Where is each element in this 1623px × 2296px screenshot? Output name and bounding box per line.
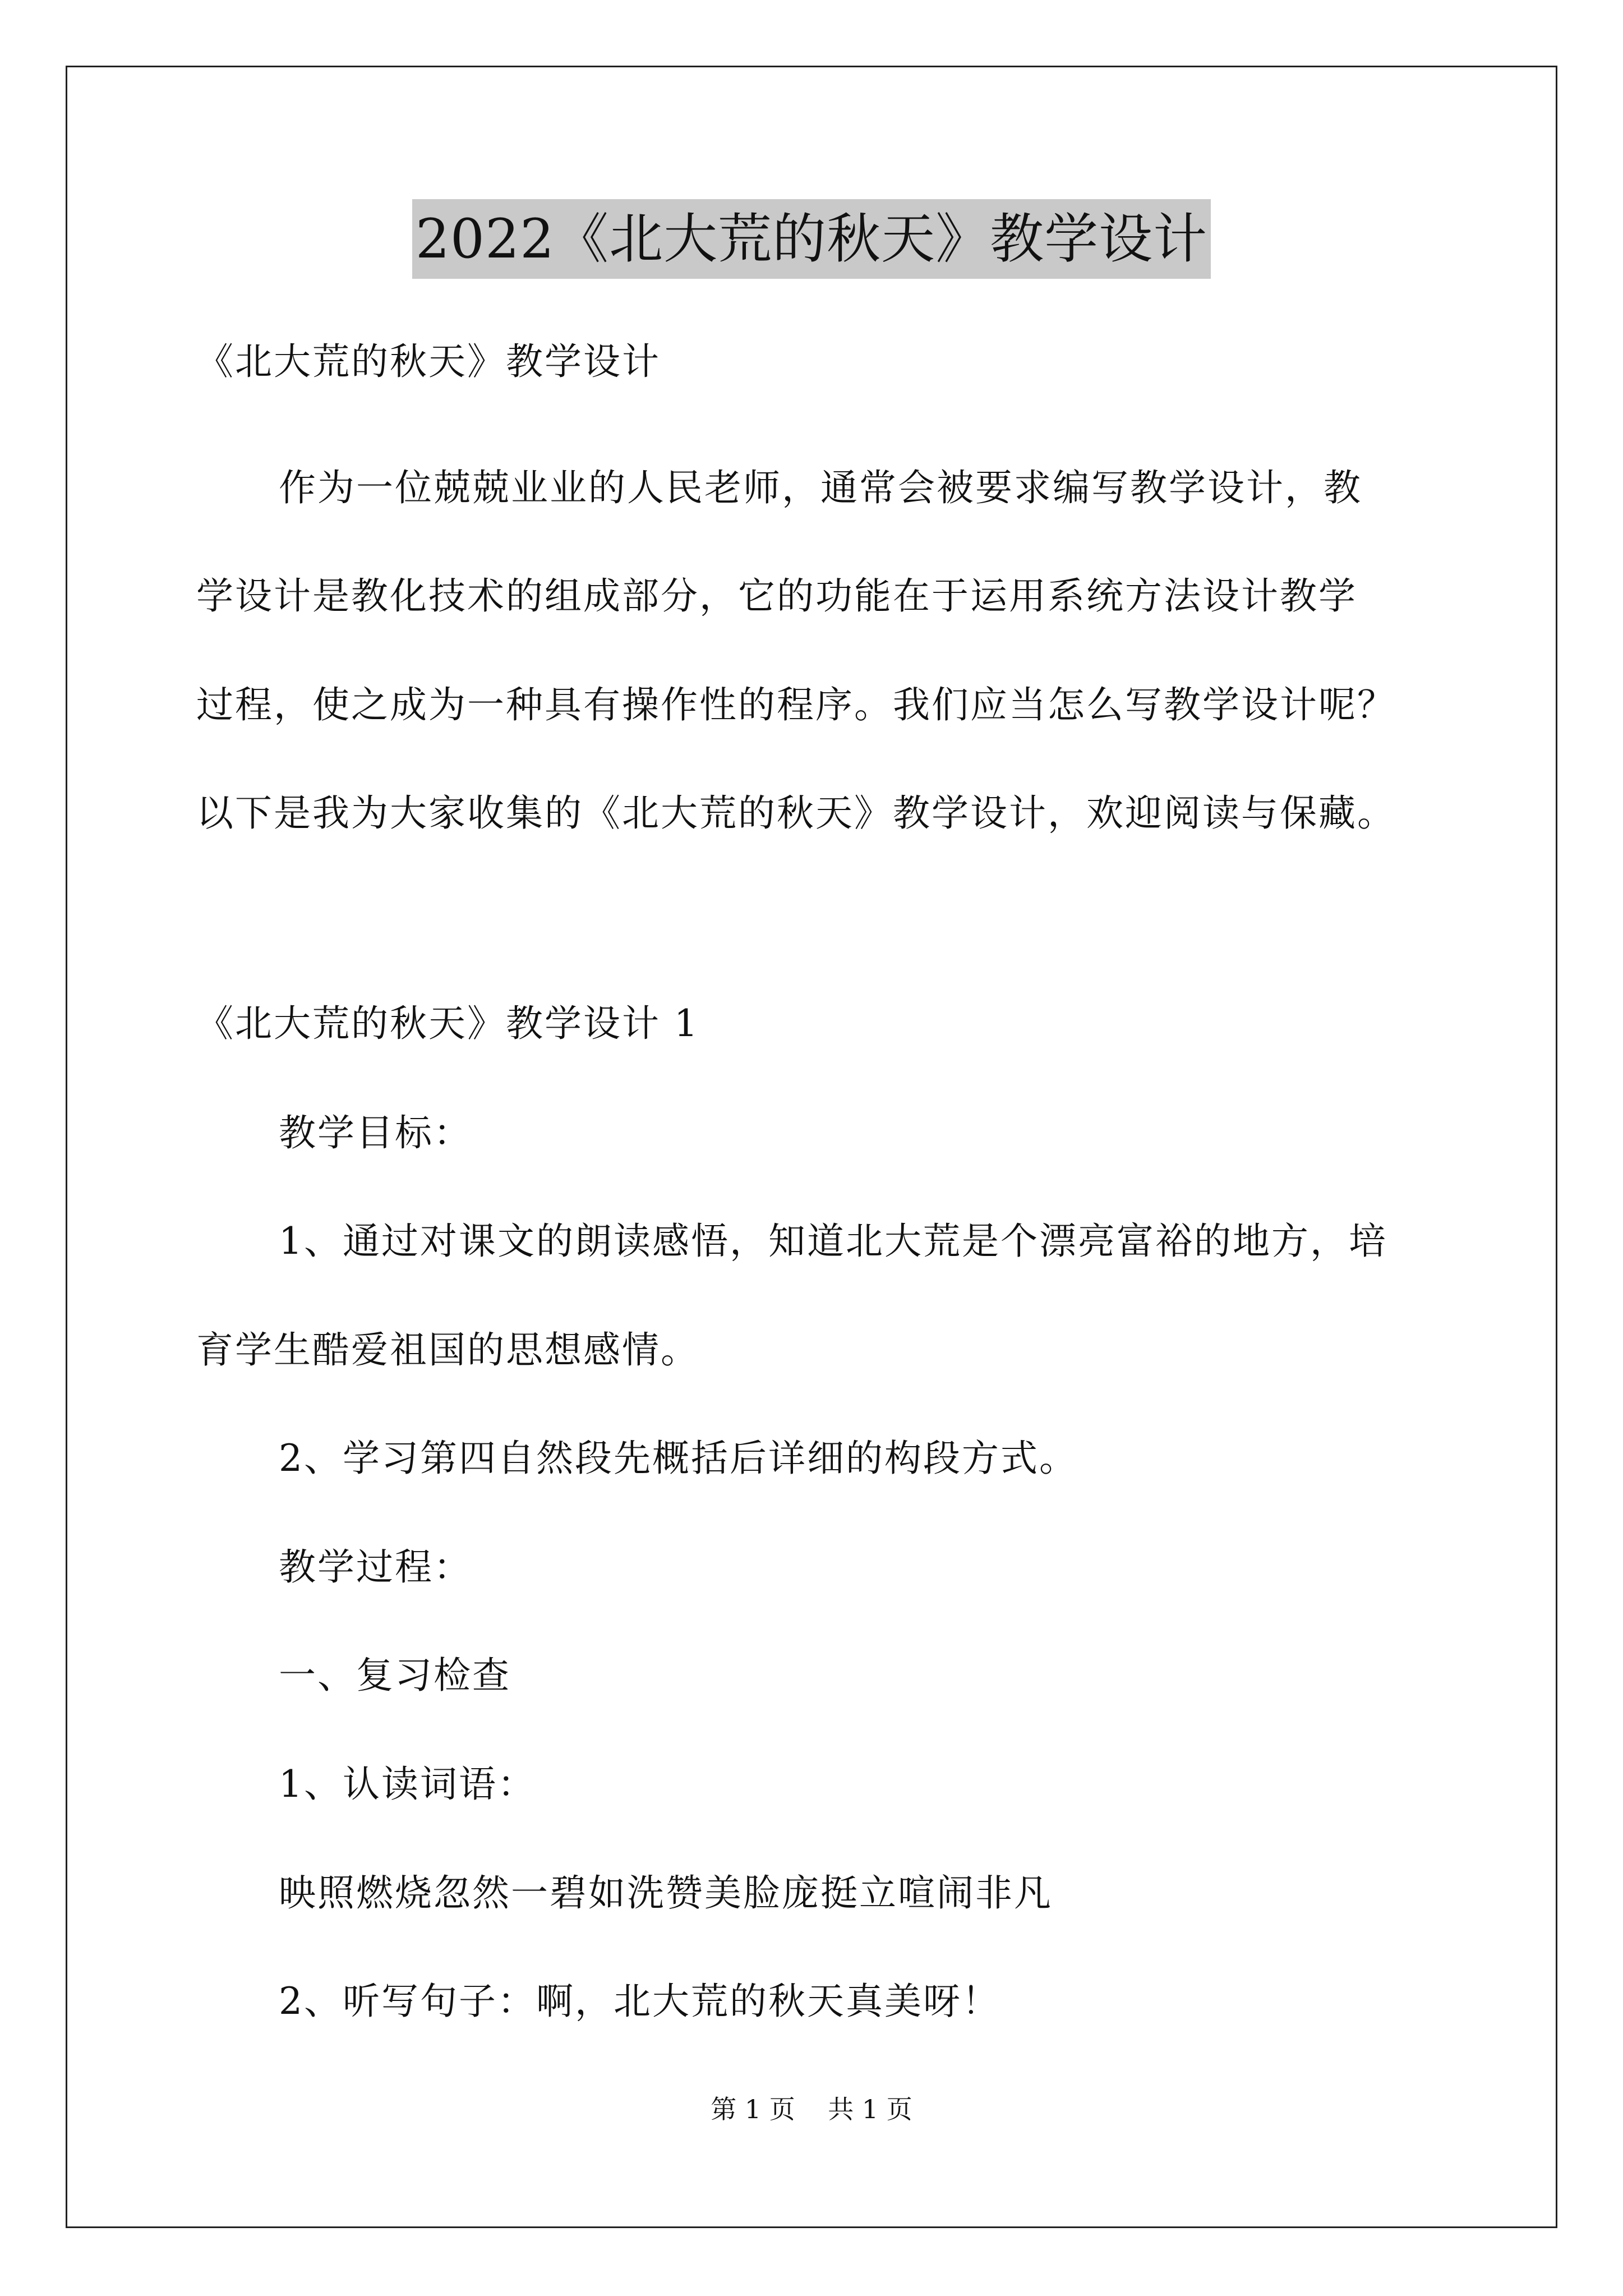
paragraph-line: 以下是我为大家收集的《北大荒的秋天》教学设计，欢迎阅读与保藏。 — [196, 792, 1396, 835]
paragraph-line: 学设计是教化技术的组成部分，它的功能在于运用系统方法设计教学 — [196, 574, 1357, 618]
paragraph-line: 过程，使之成为一种具有操作性的程序。我们应当怎么写教学设计呢？ — [196, 683, 1396, 726]
section-heading: 《北大荒的秋天》教学设计 1 — [196, 1002, 699, 1045]
subtitle-line: 《北大荒的秋天》教学设计 — [196, 340, 661, 383]
paragraph-line: 2、学习第四自然段先概括后详细的构段方式。 — [279, 1437, 1078, 1480]
paragraph-line: 教学过程： — [279, 1545, 472, 1589]
paragraph-line: 2、听写句子：啊，北大荒的秋天真美呀！ — [279, 1980, 1000, 2023]
paragraph-line: 映照燃烧忽然一碧如洗赞美脸庞挺立喧闹非凡 — [279, 1871, 1053, 1915]
page-footer: 第 1 页 共 1 页 — [711, 2094, 912, 2124]
title-container — [0, 199, 1623, 279]
paragraph-line: 1、认读词语： — [279, 1763, 536, 1806]
paragraph-line: 教学目标： — [279, 1111, 472, 1154]
paragraph-line: 作为一位兢兢业业的人民老师，通常会被要求编写教学设计，教 — [279, 466, 1362, 509]
paragraph-line: 育学生酷爱祖国的思想感情。 — [196, 1328, 699, 1372]
paragraph-line: 一、复习检查 — [279, 1654, 511, 1697]
paragraph-line: 1、通过对课文的朗读感悟，知道北大荒是个漂亮富裕的地方，培 — [279, 1220, 1387, 1263]
document-title: 2022《北大荒的秋天》教学设计 — [412, 199, 1211, 279]
